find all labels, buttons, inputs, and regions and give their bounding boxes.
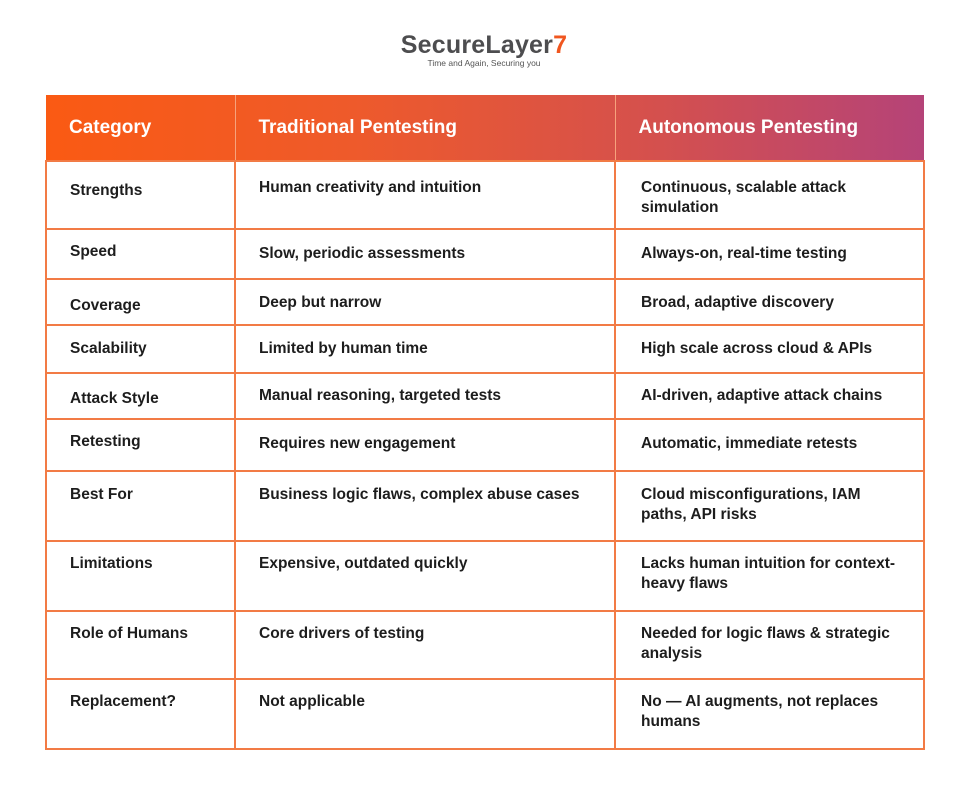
brand-tagline: Time and Again, Securing you <box>427 58 541 68</box>
cell-autonomous: Continuous, scalable attack simulation <box>615 161 924 229</box>
cell-autonomous: Cloud misconfigurations, IAM paths, API risks <box>615 471 924 541</box>
table-row <box>46 679 924 749</box>
header-traditional: Traditional Pentesting <box>235 95 615 161</box>
cell-autonomous: AI-driven, adaptive attack chains <box>615 373 924 419</box>
cell-category: Replacement? <box>46 679 235 749</box>
cell-traditional: Expensive, outdated quickly <box>235 541 615 611</box>
table-body <box>46 161 924 749</box>
header-category: Category <box>69 116 152 138</box>
table-row <box>46 229 924 279</box>
header-autonomous: Autonomous Pentesting <box>615 95 924 161</box>
cell-traditional: Requires new engagement <box>235 419 615 471</box>
cell-autonomous: Automatic, immediate retests <box>615 419 924 471</box>
cell-category: Speed <box>46 229 235 279</box>
table-row <box>46 373 924 419</box>
cell-traditional: Deep but narrow <box>235 279 615 325</box>
brand-name <box>0 30 968 60</box>
brand-name-accent: 7 <box>553 31 568 59</box>
table-row <box>46 611 924 679</box>
cell-category: Scalability <box>46 325 235 373</box>
comparison-table <box>45 95 925 750</box>
comparison-table-container <box>45 95 923 750</box>
cell-category: Limitations <box>46 541 235 611</box>
brand-logo <box>0 30 968 69</box>
cell-traditional: Business logic flaws, complex abuse cases <box>235 471 615 541</box>
cell-autonomous: Lacks human intuition for context-heavy flaws <box>615 541 924 611</box>
cell-autonomous: Broad, adaptive discovery <box>615 279 924 325</box>
table-row <box>46 279 924 325</box>
table-row <box>46 161 924 229</box>
table-row <box>46 419 924 471</box>
cell-autonomous: No — AI augments, not replaces humans <box>615 679 924 749</box>
brand-name-main: SecureLayer <box>400 31 554 59</box>
cell-traditional: Not applicable <box>235 679 615 749</box>
cell-autonomous: Needed for logic flaws & strategic analysis <box>615 611 924 679</box>
cell-traditional: Slow, periodic assessments <box>235 229 615 279</box>
cell-traditional: Manual reasoning, targeted tests <box>235 373 615 419</box>
cell-traditional: Human creativity and intuition <box>235 161 615 229</box>
cell-category: Attack Style <box>46 373 235 419</box>
cell-category: Strengths <box>46 161 235 229</box>
cell-category: Retesting <box>46 419 235 471</box>
table-row <box>46 325 924 373</box>
cell-category: Coverage <box>46 279 235 325</box>
cell-traditional: Limited by human time <box>235 325 615 373</box>
cell-category: Role of Humans <box>46 611 235 679</box>
table-row <box>46 541 924 611</box>
cell-traditional: Core drivers of testing <box>235 611 615 679</box>
cell-category: Best For <box>46 471 235 541</box>
cell-autonomous: Always-on, real-time testing <box>615 229 924 279</box>
table-row <box>46 471 924 541</box>
table-header-row <box>46 95 924 161</box>
cell-autonomous: High scale across cloud & APIs <box>615 325 924 373</box>
